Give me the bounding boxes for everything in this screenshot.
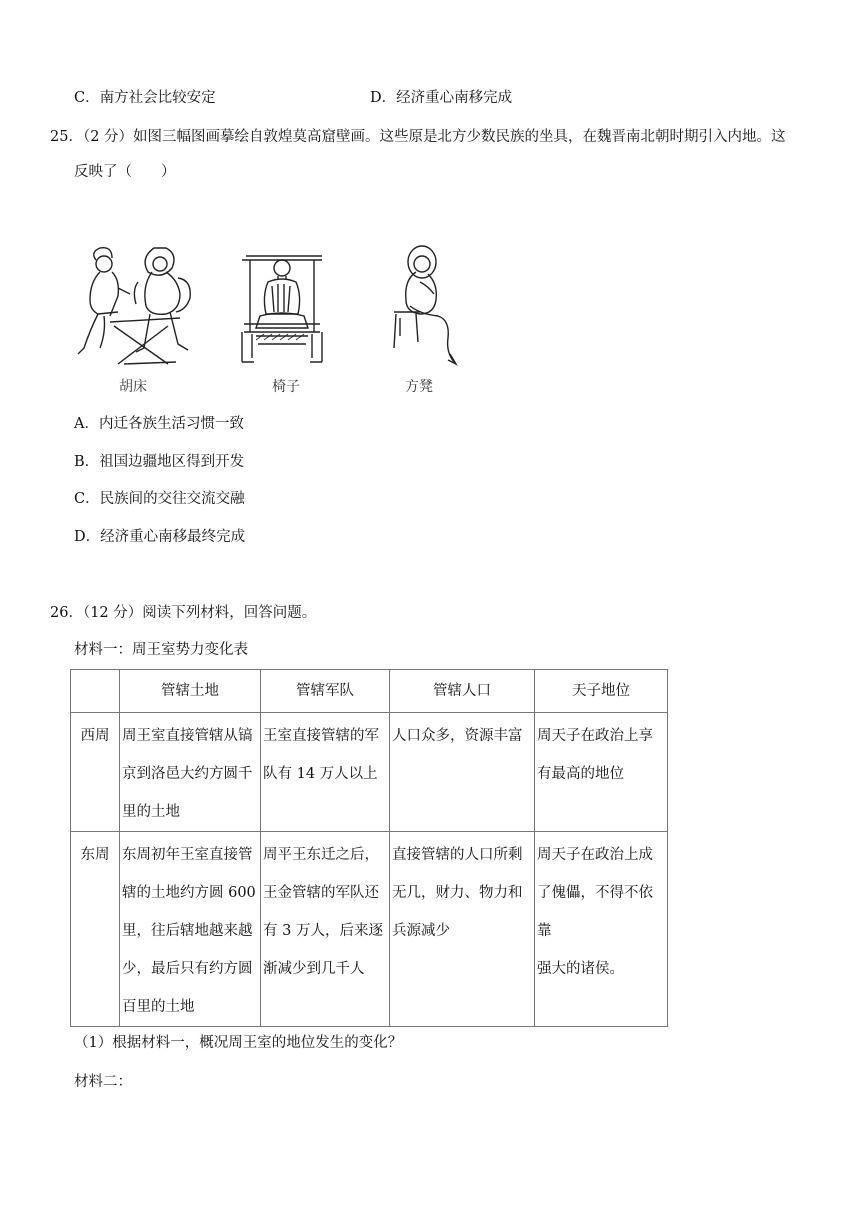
land-cell [120, 713, 261, 832]
zhou-power-table [70, 669, 668, 1027]
cell-line: 辖的土地约方圆 600 [122, 885, 256, 901]
status-cell [535, 713, 668, 832]
table-header-cell: 管辖土地 [120, 670, 261, 713]
material2-title: 材料二： [74, 1074, 132, 1090]
cell-line: 周王室直接管辖从镐 [122, 728, 253, 744]
cell-line: 王金管辖的军队还 [263, 885, 379, 901]
cell-line: 里的土地 [122, 804, 180, 820]
table-header-cell: 管辖人口 [390, 670, 535, 713]
table-header-cell [71, 670, 120, 713]
cell-line: 百里的土地 [122, 999, 195, 1015]
table-header-cell: 天子地位 [535, 670, 668, 713]
figure-caption-stool: 方凳 [405, 379, 433, 395]
cell-line: 周天子在政治上享 [537, 728, 653, 744]
era-cell: 西周 [71, 713, 120, 832]
cell-line: 直接管辖的人口所剩 [392, 847, 523, 863]
q25-option-c: C．民族间的交往交流交融 [74, 491, 245, 507]
army-cell [261, 713, 390, 832]
material1-title: 材料一：周王室势力变化表 [74, 642, 248, 658]
cell-line: 少，最后只有约方圆 [122, 961, 253, 977]
q26-sub-question-1: （1）根据材料一，概况周王室的地位发生的变化？ [74, 1035, 403, 1051]
cell-line: 人口众多，资源丰富 [392, 728, 523, 744]
cell-line: 无几，财力、物力和 [392, 885, 523, 901]
table-header-cell: 管辖军队 [261, 670, 390, 713]
q24-option-c: C．南方社会比较安定 [74, 90, 216, 106]
q25-option-a: A．内迁各族生活习惯一致 [74, 416, 244, 432]
population-cell [390, 713, 535, 832]
figure-caption-hu-bed: 胡床 [119, 379, 147, 395]
chair-figure [238, 244, 326, 368]
population-cell [390, 832, 535, 1027]
land-cell [120, 832, 261, 1027]
status-cell [535, 832, 668, 1027]
army-cell [261, 832, 390, 1027]
cell-line: 京到洛邑大约方圆千 [122, 766, 253, 782]
stool-figure [386, 242, 460, 368]
table-header-row [71, 670, 668, 713]
cell-line: 兵源减少 [392, 923, 450, 939]
cell-line: 了傀儡，不得不依靠 [537, 885, 653, 939]
q26-stem: 26．（12 分）阅读下列材料，回答问题。 [50, 605, 317, 621]
cell-line: 王室直接管辖的军 [263, 728, 379, 744]
cell-line: 队有 14 万人以上 [263, 766, 378, 782]
q25-option-d: D．经济重心南移最终完成 [74, 529, 246, 545]
cell-line: 有最高的地位 [537, 766, 624, 782]
cell-line: 渐减少到几千人 [263, 961, 365, 977]
cell-line: 周平王东迁之后， [263, 847, 379, 863]
q24-option-d: D．经济重心南移完成 [370, 90, 513, 106]
figure-caption-chair: 椅子 [272, 379, 300, 395]
q25-stem-line2: 反映了（ ） [74, 164, 176, 180]
table-row [71, 713, 668, 832]
hu-bed-figure [74, 242, 202, 368]
table-row [71, 832, 668, 1027]
cell-line: 强大的诸侯。 [537, 961, 624, 977]
cell-line: 东周初年王室直接管 [122, 847, 253, 863]
era-cell: 东周 [71, 832, 120, 1027]
cell-line: 有 3 万人，后来逐 [263, 923, 383, 939]
cell-line: 里，往后辖地越来越 [122, 923, 253, 939]
q25-stem-line1: 25．（2 分）如图三幅图画摹绘自敦煌莫高窟壁画。这些原是北方少数民族的坐具，在魏晋南北朝时期引入内地。这 [50, 129, 786, 145]
cell-line: 周天子在政治上成 [537, 847, 653, 863]
q25-option-b: B．祖国边疆地区得到开发 [74, 454, 245, 470]
